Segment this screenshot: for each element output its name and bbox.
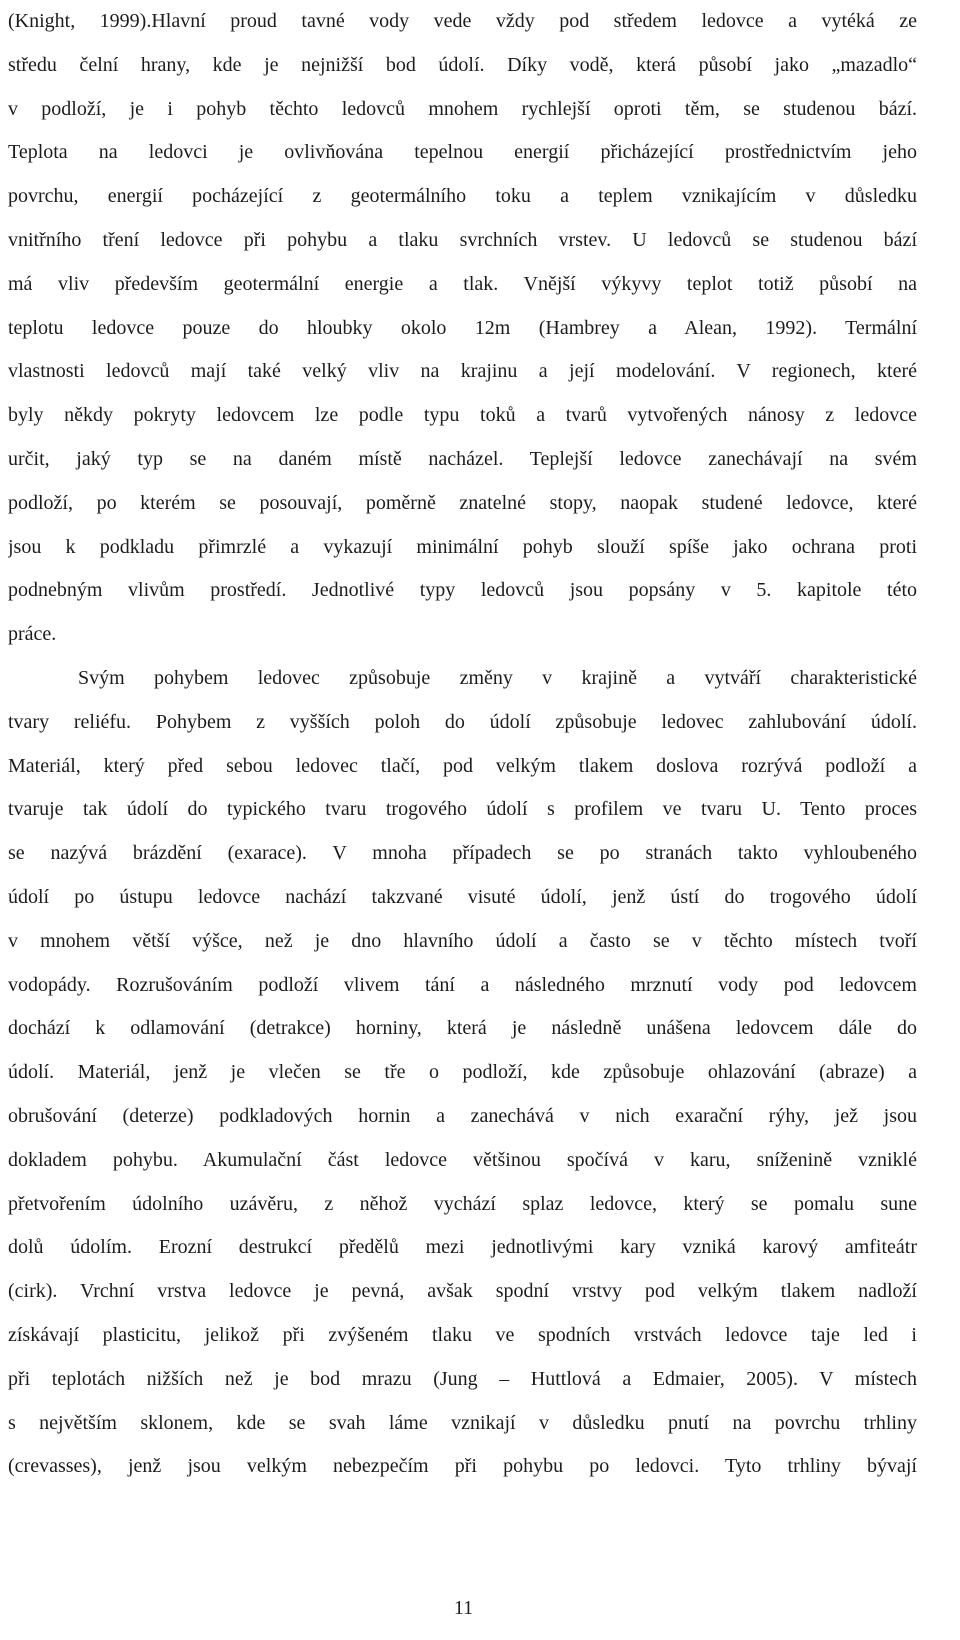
text-line: tvary reliéfu. Pohybem z vyšších poloh do údolí způsobuje ledovec zahlubování údolí. bbox=[8, 710, 917, 733]
text-line: dochází k odlamování (detrakce) horniny, která je následně unášena ledovcem dále do bbox=[8, 1017, 917, 1040]
text-line: údolí. Materiál, jenž je vlečen se tře o podloží, kde způsobuje ohlazování (abraze) a bbox=[8, 1061, 917, 1084]
text-line: určit, jaký typ se na daném místě nacházel. Teplejší ledovce zanechávají na svém bbox=[8, 447, 917, 470]
text-line: údolí po ústupu ledovce nachází takzvané visuté údolí, jenž ústí do trogového údolí bbox=[8, 885, 917, 908]
text-line: při teplotách nižších než je bod mrazu (Jung – Huttlová a Edmaier, 2005). V místech bbox=[8, 1367, 917, 1390]
text-line: v mnohem větší výšce, než je dno hlavního údolí a často se v těchto místech tvoří bbox=[8, 929, 917, 952]
text-line: vlastnosti ledovců mají také velký vliv na krajinu a její modelování. V regionech, které bbox=[8, 360, 917, 383]
text-line: dolů údolím. Erozní destrukcí předělů mezi jednotlivými kary vzniká karový amfiteátr bbox=[8, 1236, 917, 1259]
text-line: (cirk). Vrchní vrstva ledovce je pevná, avšak spodní vrstvy pod velkým tlakem nadloží bbox=[8, 1280, 917, 1303]
text-line: Teplota na ledovci je ovlivňována tepelnou energií přicházející prostřednictvím jeho bbox=[8, 141, 917, 164]
text-line: středu čelní hrany, kde je nejnižší bod údolí. Díky vodě, která působí jako „mazadlo“ bbox=[8, 53, 917, 76]
text-line: se nazývá brázdění (exarace). V mnoha případech se po stranách takto vyhloubeného bbox=[8, 842, 917, 865]
text-line: podnebným vlivům prostředí. Jednotlivé typy ledovců jsou popsány v 5. kapitole této bbox=[8, 579, 917, 602]
text-line: s největším sklonem, kde se svah láme vznikají v důsledku pnutí na povrchu trhliny bbox=[8, 1411, 917, 1434]
text-line: obrušování (deterze) podkladových hornin a zanechává v nich exarační rýhy, jež jsou bbox=[8, 1104, 917, 1127]
text-line-paragraph-end: práce. bbox=[8, 623, 57, 646]
text-line: Materiál, který před sebou ledovec tlačí, pod velkým tlakem doslova rozrývá podloží a bbox=[8, 754, 917, 777]
text-line: tvaruje tak údolí do typického tvaru trogového údolí s profilem ve tvaru U. Tento proces bbox=[8, 798, 917, 821]
text-line: má vliv především geotermální energie a tlak. Vnější výkyvy teplot totiž působí na bbox=[8, 272, 917, 295]
body-text bbox=[8, 0, 917, 1489]
text-line: (crevasses), jenž jsou velkým nebezpečím při pohybu po ledovci. Tyto trhliny bývají bbox=[8, 1455, 917, 1478]
text-line: v podloží, je i pohyb těchto ledovců mnohem rychlejší oproti těm, se studenou bází. bbox=[8, 97, 917, 120]
text-line: povrchu, energií pocházející z geotermálního toku a teplem vznikajícím v důsledku bbox=[8, 185, 917, 208]
text-line: byly někdy pokryty ledovcem lze podle typu toků a tvarů vytvořených nánosy z ledovce bbox=[8, 404, 917, 427]
text-line-paragraph-start: Svým pohybem ledovec způsobuje změny v krajině a vytváří charakteristické bbox=[78, 666, 917, 689]
text-line: jsou k podkladu přimrzlé a vykazují minimální pohyb slouží spíše jako ochrana proti bbox=[8, 535, 917, 558]
text-line: teplotu ledovce pouze do hloubky okolo 12m (Hambrey a Alean, 1992). Termální bbox=[8, 316, 917, 339]
text-line: získávají plasticitu, jelikož při zvýšeném tlaku ve spodních vrstvách ledovce taje led i bbox=[8, 1323, 917, 1346]
text-line: dokladem pohybu. Akumulační část ledovce většinou spočívá v karu, sníženině vzniklé bbox=[8, 1148, 917, 1171]
text-line: přetvořením údolního uzávěru, z něhož vychází splaz ledovce, který se pomalu sune bbox=[8, 1192, 917, 1215]
text-line: vnitřního tření ledovce při pohybu a tlaku svrchních vrstev. U ledovců se studenou bází bbox=[8, 228, 917, 251]
page-number: 11 bbox=[453, 1597, 474, 1619]
text-line: podloží, po kterém se posouvají, poměrně znatelné stopy, naopak studené ledovce, které bbox=[8, 491, 917, 514]
text-line: (Knight, 1999).Hlavní proud tavné vody vede vždy pod středem ledovce a vytéká ze bbox=[8, 10, 917, 32]
text-line: vodopády. Rozrušováním podloží vlivem tání a následného mrznutí vody pod ledovcem bbox=[8, 973, 917, 996]
